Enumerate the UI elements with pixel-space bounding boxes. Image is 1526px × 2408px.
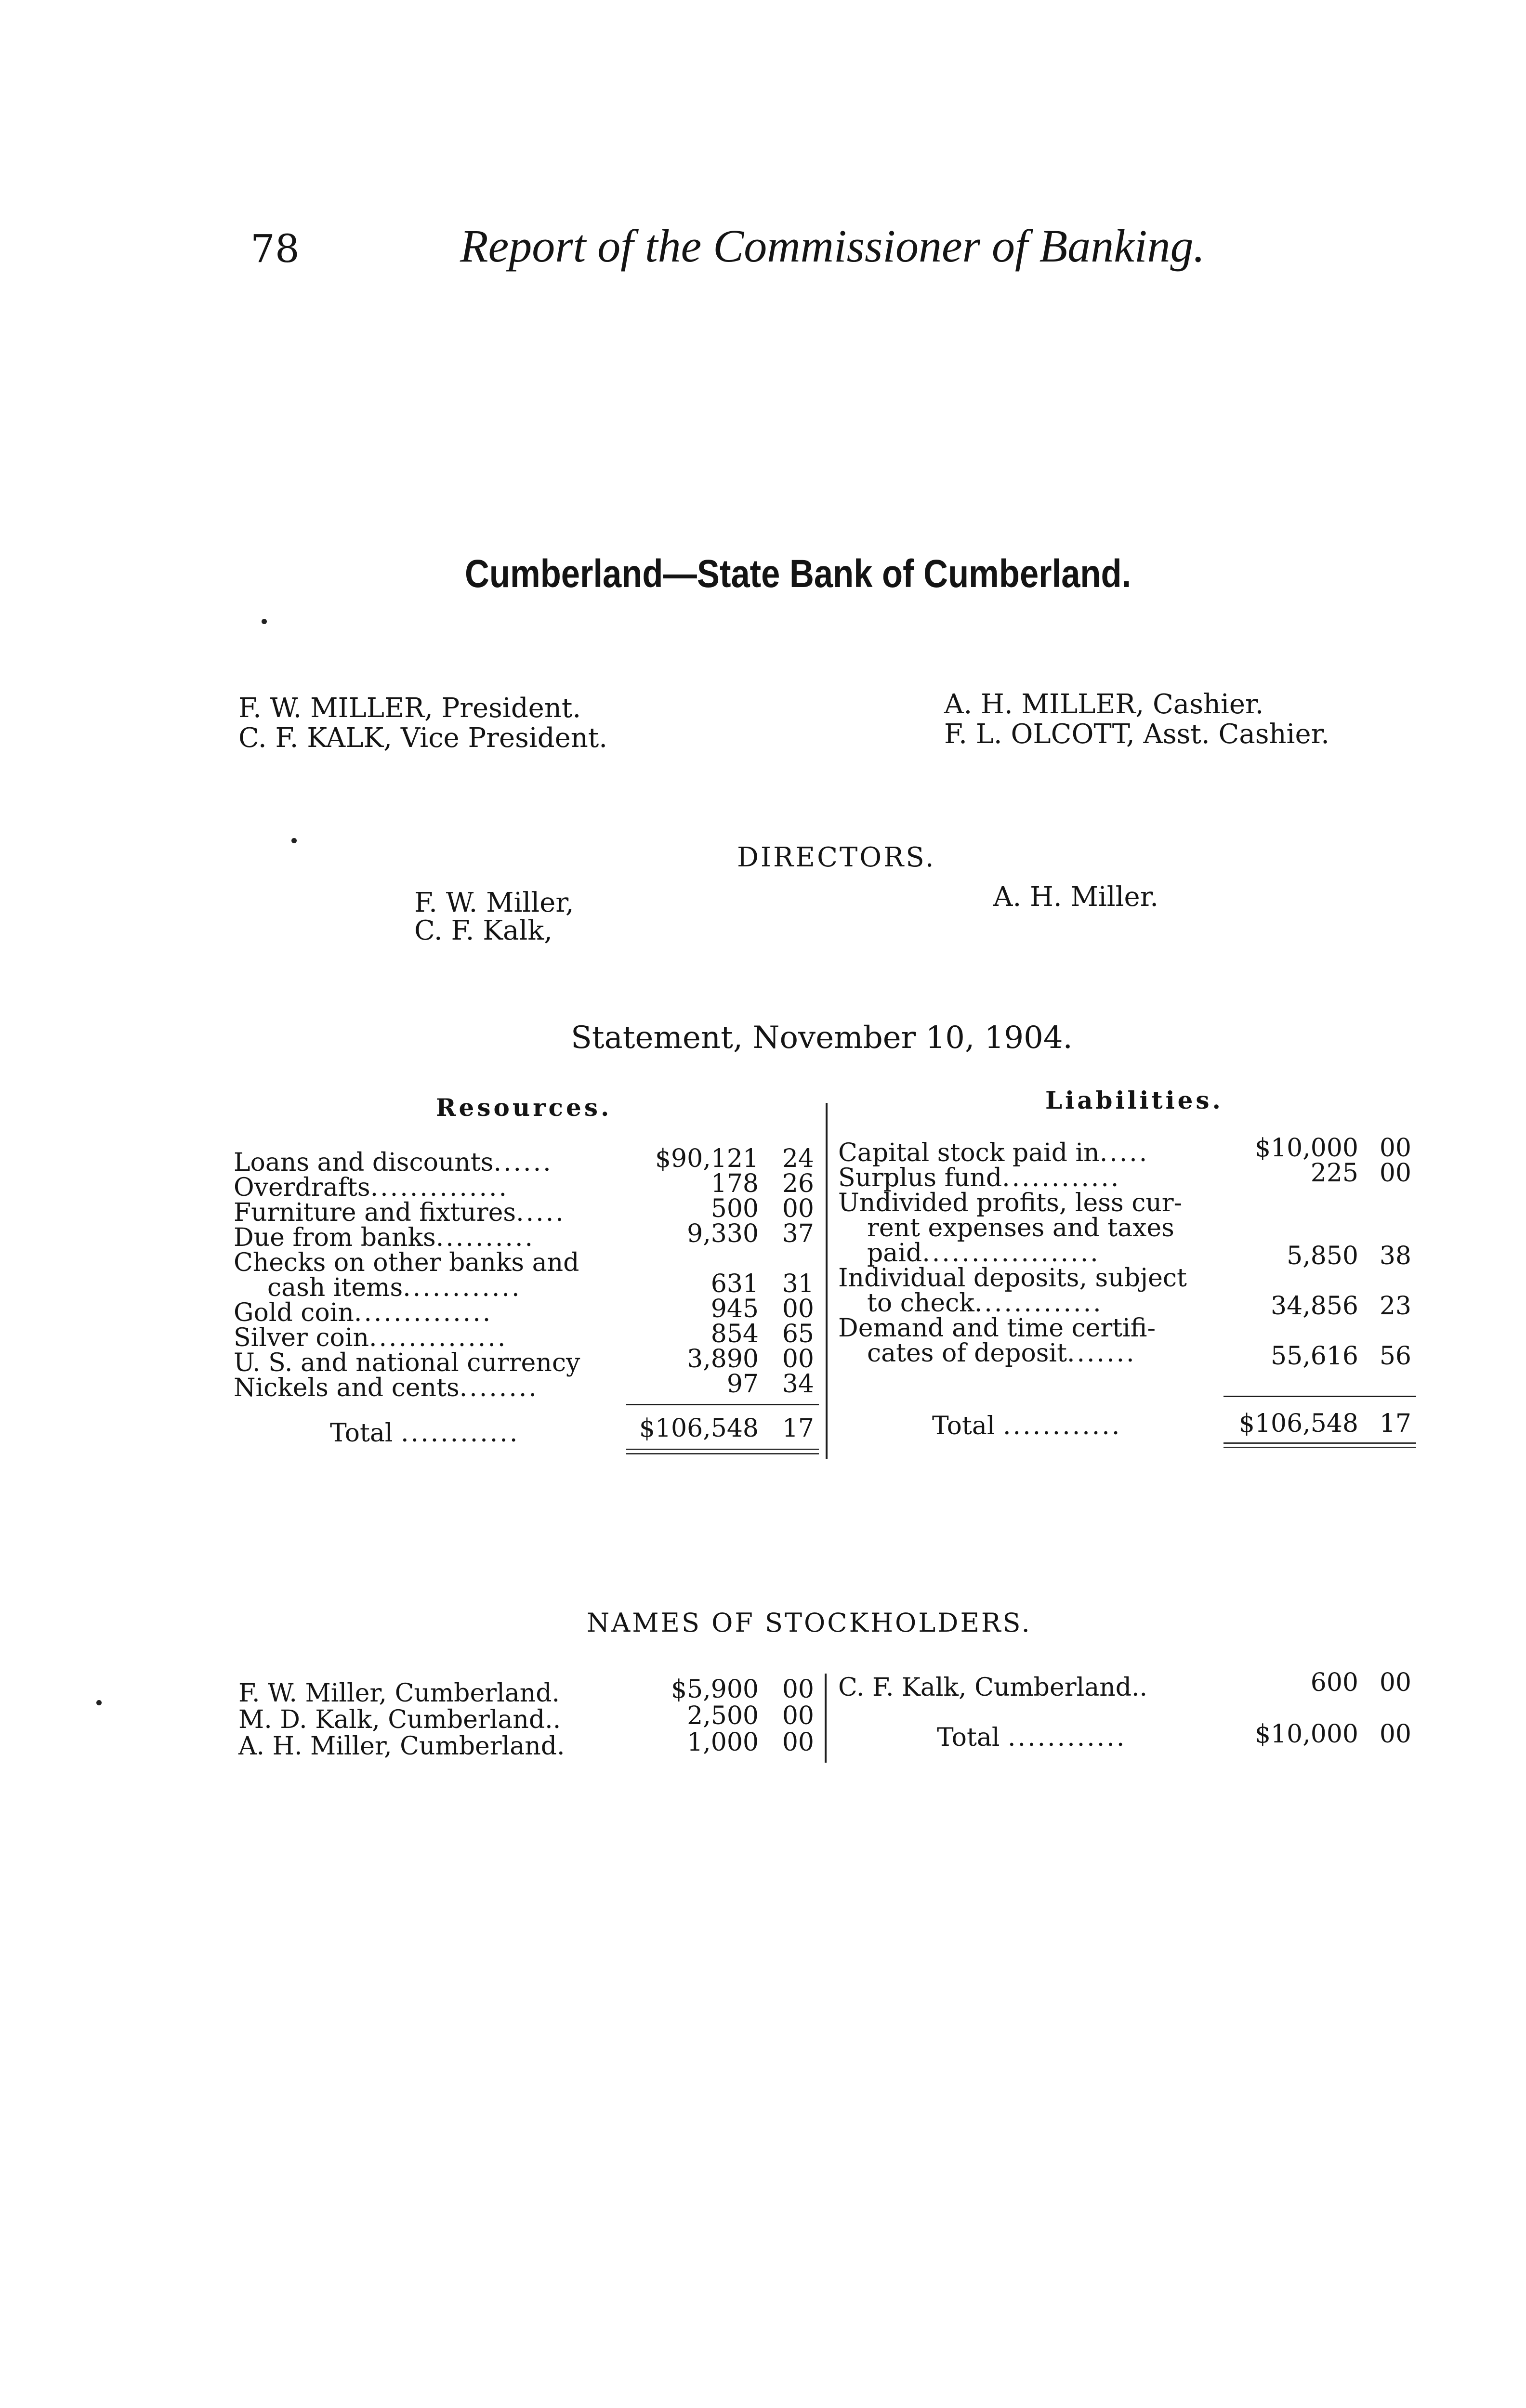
officer-vice-president: C. F. KALK, Vice President.	[238, 722, 608, 754]
stockholders-total-dollars: $10,000	[1254, 1720, 1358, 1749]
row-label: Capital stock paid in	[838, 1139, 1100, 1167]
row-label: cash items	[267, 1273, 403, 1302]
stockholder-dollars: 600	[1310, 1668, 1358, 1697]
liabilities-row	[867, 1241, 1100, 1266]
stockholder-name: A. H. Miller, Cumberland.	[238, 1732, 565, 1761]
officer-asst-cashier: F. L. OLCOTT, Asst. Cashier.	[944, 719, 1330, 750]
total-label: Total	[937, 1723, 1000, 1752]
leader-dots: .....	[516, 1198, 566, 1227]
liabilities-row	[867, 1291, 1103, 1316]
row-label: Individual deposits, subject	[838, 1264, 1187, 1293]
stockholder-name: M. D. Kalk, Cumberland..	[238, 1705, 561, 1734]
row-dollars: 97	[726, 1370, 759, 1399]
resources-row	[234, 1325, 507, 1350]
resources-row	[234, 1300, 492, 1325]
liabilities-row	[867, 1216, 1174, 1241]
row-cents: 31	[782, 1269, 814, 1298]
resources-double-rule	[626, 1449, 819, 1454]
liabilities-row	[838, 1316, 1156, 1341]
row-dollars: $10,000	[1254, 1134, 1358, 1163]
director-name: A. H. Miller.	[993, 881, 1159, 913]
row-label: Gold coin	[234, 1298, 354, 1327]
stockholder-name: F. W. Miller, Cumberland.	[238, 1679, 560, 1708]
stockholders-total-cents: 00	[1379, 1720, 1411, 1749]
liabilities-double-rule	[1223, 1442, 1416, 1448]
stockholders-divider	[825, 1674, 827, 1763]
row-label: rent expenses and taxes	[867, 1214, 1174, 1243]
resources-row	[234, 1200, 566, 1225]
row-dollars: 5,850	[1287, 1242, 1358, 1270]
row-label: Due from banks	[234, 1223, 436, 1252]
row-dollars: 3,890	[687, 1345, 759, 1374]
row-label: Furniture and fixtures	[234, 1198, 516, 1227]
row-dollars: 34,856	[1271, 1292, 1358, 1321]
liabilities-row	[867, 1341, 1136, 1366]
leader-dots: ............	[403, 1273, 522, 1302]
print-mark	[291, 838, 297, 843]
row-cents: 38	[1379, 1242, 1411, 1270]
resources-total-dollars: $106,548	[639, 1414, 759, 1443]
resources-row	[234, 1225, 535, 1250]
row-label: Surplus fund	[838, 1164, 1002, 1192]
liabilities-heading: Liabilities.	[1045, 1086, 1223, 1114]
resources-total-rule	[626, 1404, 819, 1405]
row-dollars: 945	[710, 1295, 759, 1323]
liabilities-total-dollars: $106,548	[1238, 1409, 1358, 1438]
running-title: Report of the Commissioner of Banking.	[460, 220, 1205, 272]
row-dollars: $90,121	[655, 1144, 759, 1173]
liabilities-total-cents: 17	[1379, 1409, 1411, 1438]
row-label: Loans and discounts	[234, 1148, 494, 1177]
leader-dots: ..............	[354, 1298, 493, 1327]
stockholder-cents: 00	[782, 1728, 814, 1757]
leader-dots: .............	[974, 1289, 1103, 1318]
row-cents: 65	[782, 1320, 814, 1348]
row-cents: 23	[1379, 1292, 1411, 1321]
print-mark	[262, 619, 267, 624]
total-label: Total	[932, 1412, 995, 1440]
row-dollars: 178	[710, 1169, 759, 1198]
row-cents: 00	[782, 1345, 814, 1374]
row-dollars: 225	[1310, 1159, 1358, 1188]
liabilities-row	[838, 1165, 1120, 1191]
row-label: Undivided profits, less cur-	[838, 1189, 1183, 1217]
leader-dots: ............	[401, 1419, 520, 1448]
row-cents: 00	[1379, 1159, 1411, 1188]
row-cents: 00	[782, 1295, 814, 1323]
directors-heading: DIRECTORS.	[737, 842, 936, 873]
resources-row	[234, 1350, 580, 1375]
leader-dots: .......	[1066, 1339, 1136, 1368]
liabilities-total-rule	[1223, 1396, 1416, 1397]
director-name: F. W. Miller,	[414, 887, 574, 918]
leader-dots: ..............	[370, 1173, 509, 1202]
stockholder-name: C. F. Kalk, Cumberland..	[838, 1673, 1148, 1702]
leader-dots: ..............	[368, 1323, 508, 1352]
row-cents: 24	[782, 1144, 814, 1173]
officer-cashier: A. H. MILLER, Cashier.	[944, 689, 1264, 720]
resources-total-cents: 17	[782, 1414, 814, 1443]
resources-row	[267, 1275, 521, 1300]
resources-heading: Resources.	[436, 1093, 612, 1122]
resources-row	[234, 1175, 509, 1200]
row-label: cates of deposit	[867, 1339, 1067, 1368]
row-cents: 00	[1379, 1134, 1411, 1163]
leader-dots: .....	[1099, 1139, 1149, 1167]
director-name: C. F. Kalk,	[414, 915, 553, 946]
row-label: Overdrafts	[234, 1173, 370, 1202]
row-dollars: 500	[710, 1194, 759, 1223]
stockholder-cents: 00	[782, 1701, 814, 1730]
column-divider	[826, 1103, 828, 1459]
row-label: Checks on other banks and	[234, 1248, 579, 1277]
row-cents: 26	[782, 1169, 814, 1198]
leader-dots: ............	[1003, 1412, 1122, 1440]
row-label: Nickels and cents	[234, 1374, 460, 1402]
row-cents: 34	[782, 1370, 814, 1399]
print-mark	[96, 1700, 102, 1705]
leader-dots: ........	[459, 1374, 539, 1402]
statement-title: Statement, November 10, 1904.	[571, 1020, 1073, 1056]
stockholder-cents: 00	[782, 1675, 814, 1704]
row-cents: 56	[1379, 1342, 1411, 1371]
row-dollars: 9,330	[687, 1219, 759, 1248]
resources-row	[234, 1250, 579, 1275]
liabilities-row	[838, 1191, 1182, 1216]
resources-row	[234, 1375, 539, 1400]
bank-title: Cumberland—State Bank of Cumberland.	[465, 552, 1131, 596]
resources-total-label	[330, 1421, 519, 1446]
row-label: paid	[867, 1239, 922, 1268]
row-label: Demand and time certifi-	[838, 1314, 1156, 1343]
leader-dots: ..........	[435, 1223, 535, 1252]
liabilities-row	[838, 1266, 1187, 1291]
row-label: Silver coin	[234, 1323, 369, 1352]
stockholders-heading: NAMES OF STOCKHOLDERS.	[587, 1608, 1032, 1638]
leader-dots: ......	[493, 1148, 553, 1177]
officer-president: F. W. MILLER, President.	[238, 693, 581, 724]
stockholder-dollars: 2,500	[687, 1701, 759, 1730]
stockholder-dollars: $5,900	[671, 1675, 759, 1704]
row-label: to check	[867, 1289, 974, 1318]
leader-dots: ............	[1002, 1164, 1121, 1192]
page-number: 78	[250, 226, 300, 271]
leader-dots: ............	[1008, 1723, 1127, 1752]
liabilities-total-label	[932, 1413, 1121, 1439]
row-cents: 00	[782, 1194, 814, 1223]
stockholder-dollars: 1,000	[687, 1728, 759, 1757]
row-dollars: 55,616	[1271, 1342, 1358, 1371]
stockholders-total-label	[937, 1725, 1126, 1750]
row-label: U. S. and national currency	[234, 1348, 580, 1377]
liabilities-row	[838, 1140, 1149, 1165]
total-label: Total	[330, 1419, 393, 1448]
row-dollars: 854	[710, 1320, 759, 1348]
row-dollars: 631	[710, 1269, 759, 1298]
row-cents: 37	[782, 1219, 814, 1248]
resources-row	[234, 1150, 553, 1175]
stockholder-cents: 00	[1379, 1668, 1411, 1697]
leader-dots: ..................	[922, 1239, 1100, 1268]
